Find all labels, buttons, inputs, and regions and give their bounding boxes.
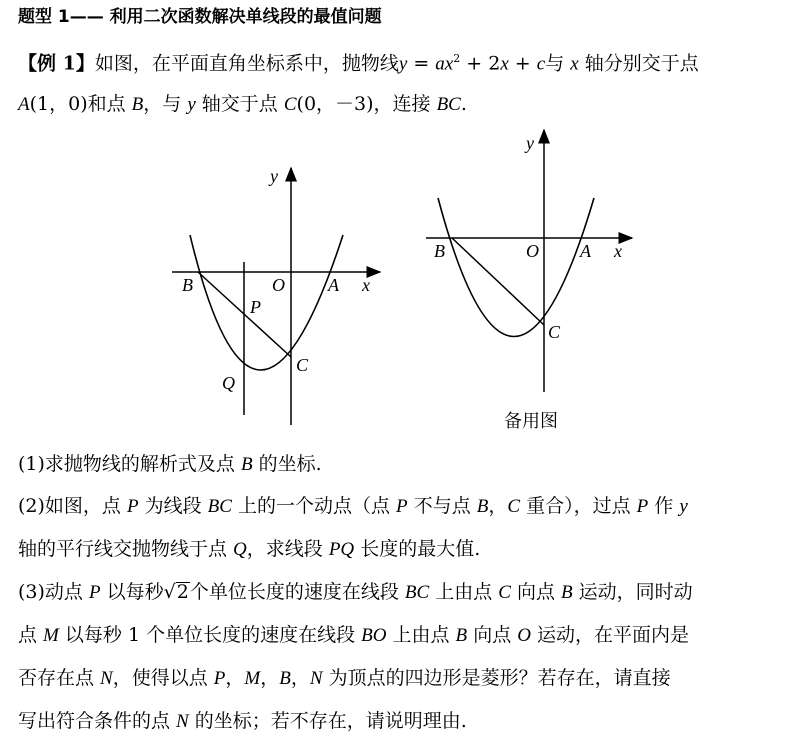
label-a: A — [580, 241, 591, 261]
label-c: C — [548, 322, 561, 342]
section-heading: 题型 1—— 利用二次函数解决单线段的最值问题 — [18, 7, 382, 27]
parabola — [190, 235, 343, 370]
label-o: O — [526, 241, 539, 261]
label-c: C — [296, 355, 309, 375]
label-q: Q — [222, 373, 235, 393]
question-3-line-2: 点 M 以每秒 1 个单位长度的速度在线段 BO 上由点 B 向点 O 运动，在平面内是 — [18, 624, 690, 646]
figure-spare — [420, 125, 640, 400]
label-y: y — [526, 133, 534, 153]
example-label: 【例 1】 — [18, 52, 95, 75]
question-3-line-1: (3)动点 P 以每秒√2个单位长度的速度在线段 BC 上由点 C 向点 B 运动，同时动 — [18, 581, 693, 603]
question-3-line-4: 写出符合条件的点 N 的坐标；若不存在，请说明理由. — [18, 710, 467, 732]
parabola — [438, 198, 594, 337]
question-2-line-1: (2)如图，点 P 为线段 BC 上的一个动点（点 P 不与点 B，C 重合），过点 P 作 y — [18, 495, 688, 517]
label-x: x — [362, 275, 370, 295]
label-b: B — [182, 275, 193, 295]
label-a: A — [328, 275, 339, 295]
intro-line-2: A(1，0)和点 B，与 y 轴交于点 C(0，－3)，连接 BC. — [18, 93, 467, 115]
question-2-line-2: 轴的平行线交抛物线于点 Q，求线段 PQ 长度的最大值. — [18, 538, 481, 560]
label-y: y — [270, 166, 278, 186]
question-1: (1)求抛物线的解析式及点 B 的坐标. — [18, 453, 322, 475]
figure-caption: 备用图 — [504, 411, 558, 432]
figure-main — [160, 160, 390, 430]
label-b: B — [434, 241, 445, 261]
question-3-line-3: 否存在点 N，使得以点 P，M，B，N 为顶点的四边形是菱形？若存在，请直接 — [18, 667, 671, 689]
intro-line-1: 【例 1】如图，在平面直角坐标系中，抛物线$y = ax^2 + 2x + c$与 x 轴分别交于点 — [18, 52, 699, 75]
label-x: x — [614, 241, 622, 261]
label-o: O — [272, 275, 285, 295]
label-p: P — [250, 297, 261, 317]
